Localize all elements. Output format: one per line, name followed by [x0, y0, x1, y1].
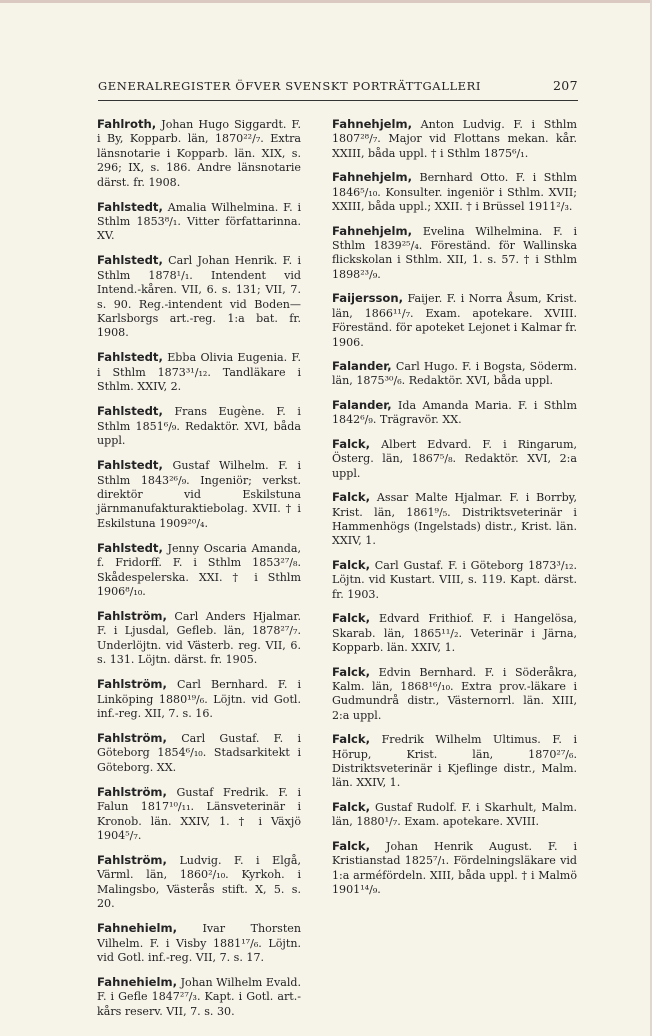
entry-surname: Fahnehielm, [97, 921, 177, 936]
entry-details: Carl Johan Henrik. F. i Sthlm 1878¹/₁. Intendent vid Intend.-kåren. VII, 6. s. 131; VII, 7. s. 90. Reg.-intendent vid Boden—Karlsborgs art.-reg. 1:a bat. fr. 1908. [97, 254, 301, 340]
register-entry [97, 404, 301, 448]
register-entry [97, 117, 301, 190]
register-entry [332, 224, 577, 283]
register-entry [97, 731, 301, 775]
entry-details: Anton Ludvig. F. i Sthlm 1807²⁸/₇. Major vid Flottans mekan. kår. XXIII, båda uppl. † i Sthlm 1875⁶/₁. [332, 118, 577, 160]
entry-details: Ida Amanda Maria. F. i Sthlm 1842⁶/₉. Trägravör. XX. [332, 398, 578, 427]
register-entry [332, 170, 577, 214]
entry-surname: Fahnehjelm, [332, 223, 412, 238]
register-entry [332, 359, 577, 389]
entry-surname: Falck, [332, 732, 371, 747]
right-column [332, 117, 577, 907]
entry-details: Albert Edvard. F. i Ringarum, Österg. län, 1867⁵/₈. Redaktör. XVI, 2:a uppl. [332, 437, 578, 480]
entry-details: Amalia Wilhelmina. F. i Sthlm 1853⁸/₁. Vitter författarinna. XV. [97, 200, 301, 243]
entry-details: Johan Henrik August. F. i Kristianstad 1825⁷/₁. Fördelningsläkare vid 1:a arméfördeln. XIII, båda uppl. † i Malmö 1901¹⁴/₉. [332, 839, 578, 897]
entry-details: Evelina Wilhelmina. F. i Sthlm 1839²⁵/₄. Föreständ. för Wallinska flickskolan i Sthlm. XII, 1. s. 57. † i Sthlm 1898²³/₉. [332, 224, 578, 281]
header-rule [98, 100, 578, 101]
entry-details: Gustaf Fredrik. F. i Falun 1817¹⁰/₁₁. Länsveterinär i Kronob. län. XXIV, 1. † i Växjö 1904⁵/₇. [97, 785, 301, 842]
register-entry [97, 785, 301, 844]
register-entry [97, 458, 301, 531]
entry-surname: Fahlström, [97, 730, 167, 745]
register-entry [332, 558, 577, 602]
entry-surname: Falck, [332, 436, 371, 451]
entry-surname: Falck, [332, 557, 371, 572]
entry-surname: Fahlstedt, [97, 199, 163, 214]
entry-details: Gustaf Wilhelm. F. i Sthlm 1843²⁶/₉. Ingeniör; verkst. direktör vid Eskilstuna järnmanufakturaktiebolag. XVII. † i Eskilstuna 1909²⁰/₄. [97, 459, 301, 530]
entry-surname: Fahlstedt, [97, 540, 163, 555]
register-entry [332, 291, 577, 350]
register-entry [332, 611, 577, 655]
entry-surname: Fahlstedt, [97, 458, 163, 473]
entry-details: Frans Eugène. F. i Sthlm 1851⁶/₉. Redaktör. XVI, båda uppl. [97, 405, 301, 448]
entry-details: Carl Anders Hjalmar. F. i Ljusdal, Gefleb. län, 1878²⁷/₇. Underlöjtn. vid Västerb. reg. VII, 6. s. 131. Löjtn. därst. fr. 1905. [97, 609, 301, 667]
entry-details: Ebba Olivia Eugenia. F. i Sthlm 1873³¹/₁₂. Tandläkare i Sthlm. XXIV, 2. [97, 351, 301, 394]
register-entry [332, 490, 577, 549]
register-entry [97, 677, 301, 721]
entry-surname: Fahlstedt, [97, 404, 163, 419]
register-entry [97, 350, 301, 394]
entry-details: Edvard Frithiof. F. i Hangelösa, Skarab. län, 1865¹¹/₂. Veterinär i Järna, Kopparb. län. XXIV, 1. [332, 612, 577, 655]
register-entry [332, 437, 577, 481]
register-entry [97, 975, 301, 1019]
entry-surname: Fahnehielm, [97, 975, 177, 990]
left-column [97, 117, 301, 1029]
entry-surname: Fahlstedt, [97, 253, 163, 268]
entry-surname: Fahlroth, [97, 117, 157, 131]
entry-surname: Falck, [332, 490, 371, 505]
entry-details: Johan Hugo Siggardt. F. i By, Kopparb. län, 1870²²/₇. Extra länsnotarie i Kopparb. län. XIX, s. 296; IX, s. 186. Andre länsnotarie därst. fr. 1908. [97, 118, 302, 189]
entry-surname: Falander, [332, 359, 392, 374]
entry-details: Gustaf Rudolf. F. i Skarhult, Malm. län, 1880¹/₇. Exam. apotekare. XVIII. [332, 800, 578, 829]
entry-surname: Falander, [332, 397, 392, 412]
register-entry [97, 541, 301, 600]
entry-surname: Fahnehjelm, [332, 117, 412, 131]
register-entry [97, 921, 301, 965]
entry-surname: Falck, [332, 664, 371, 679]
register-entry [332, 398, 577, 428]
entry-surname: Falck, [332, 799, 371, 814]
entry-details: Carl Gustaf. F. i Göteborg 1854⁶/₁₀. Stadsarkitekt i Göteborg. XX. [97, 731, 301, 774]
entry-surname: Fahlstedt, [97, 350, 163, 365]
entry-details: Jenny Oscaria Amanda, f. Fridorff. F. i Sthlm 1853²⁷/₈. Skådespelerska. XXI. † i Sthlm 1906⁸/₁₀. [97, 541, 301, 598]
entry-details: Bernhard Otto. F. i Sthlm 1846⁵/₁₀. Konsulter. ingeniör i Sthlm. XVII; XXIII, båda uppl.; XXII. † i Brüssel 1911²/₃. [332, 171, 577, 214]
register-entry [97, 609, 301, 668]
running-title: GENERALREGISTER ÖFVER SVENSKT PORTRÄTTGALLERI [98, 79, 482, 93]
register-entry [97, 853, 301, 912]
entry-surname: Falck, [332, 838, 371, 853]
entry-surname: Fahlström, [97, 784, 167, 799]
register-entry [332, 800, 577, 830]
entry-surname: Faijersson, [332, 291, 404, 306]
entry-details: Carl Bernhard. F. i Linköping 1880¹⁹/₆. Löjtn. vid Gotl. inf.-reg. XII, 7. s. 16. [97, 678, 301, 720]
register-entry [332, 839, 577, 898]
entry-surname: Fahlström, [97, 608, 167, 623]
entry-details: Carl Hugo. F. i Bogsta, Söderm. län, 1875³⁰/₆. Redaktör. XVI, båda uppl. [332, 360, 577, 388]
register-entry [332, 732, 577, 791]
register-entry [332, 117, 577, 161]
register-entry [97, 200, 301, 244]
entry-details: Edvin Bernhard. F. i Söderåkra, Kalm. län, 1868¹⁶/₁₀. Extra prov.-läkare i Gudmundrå distr., Västernorrl. län. XIII, 2:a uppl. [332, 665, 577, 722]
entry-surname: Falck, [332, 611, 371, 626]
entry-details: Fredrik Wilhelm Ultimus. F. i Hörup, Krist. län, 1870²⁷/₆. Distriktsveterinär i Kjeflinge distr., Malm. län. XXIV, 1. [332, 733, 577, 790]
entry-details: Ludvig. F. i Elgå, Värml. län, 1860²/₁₀. Kyrkoh. i Malingsbo, Västerås stift. X, 5. s. 20. [97, 854, 301, 911]
entry-surname: Fahlström, [97, 677, 167, 692]
page-top-edge [0, 0, 652, 3]
register-entry [332, 665, 577, 724]
entry-details: Carl Gustaf. F. i Göteborg 1873³/₁₂. Löjtn. vid Kustart. VIII, s. 119. Kapt. därst. fr. 1903. [332, 558, 577, 601]
entry-details: Assar Malte Hjalmar. F. i Borrby, Krist. län, 1861⁹/₅. Distriktsveterinär i Hammenhögs (Ingelstads) distr., Krist. län. XXIV, 1. [332, 491, 577, 548]
entry-details: Ivar Thorsten Vilhelm. F. i Visby 1881¹⁷/₆. Löjtn. vid Gotl. inf.-reg. VII, 7. s. 17. [97, 922, 301, 965]
entry-details: Johan Wilhelm Evald. F. i Gefle 1847²⁷/₃. Kapt. i Gotl. art.-kårs reserv. VII, 7. s. 30. [97, 976, 302, 1018]
register-entry [97, 253, 301, 340]
entry-details: Faijer. F. i Norra Åsum, Krist. län, 1866¹¹/₇. Exam. apotekare. XVIII. Föreständ. för apoteket Lejonet i Kalmar fr. 1906. [332, 292, 577, 349]
entry-surname: Fahlström, [97, 853, 167, 867]
entry-surname: Fahnehjelm, [332, 170, 412, 185]
page-number: 207 [552, 78, 578, 93]
